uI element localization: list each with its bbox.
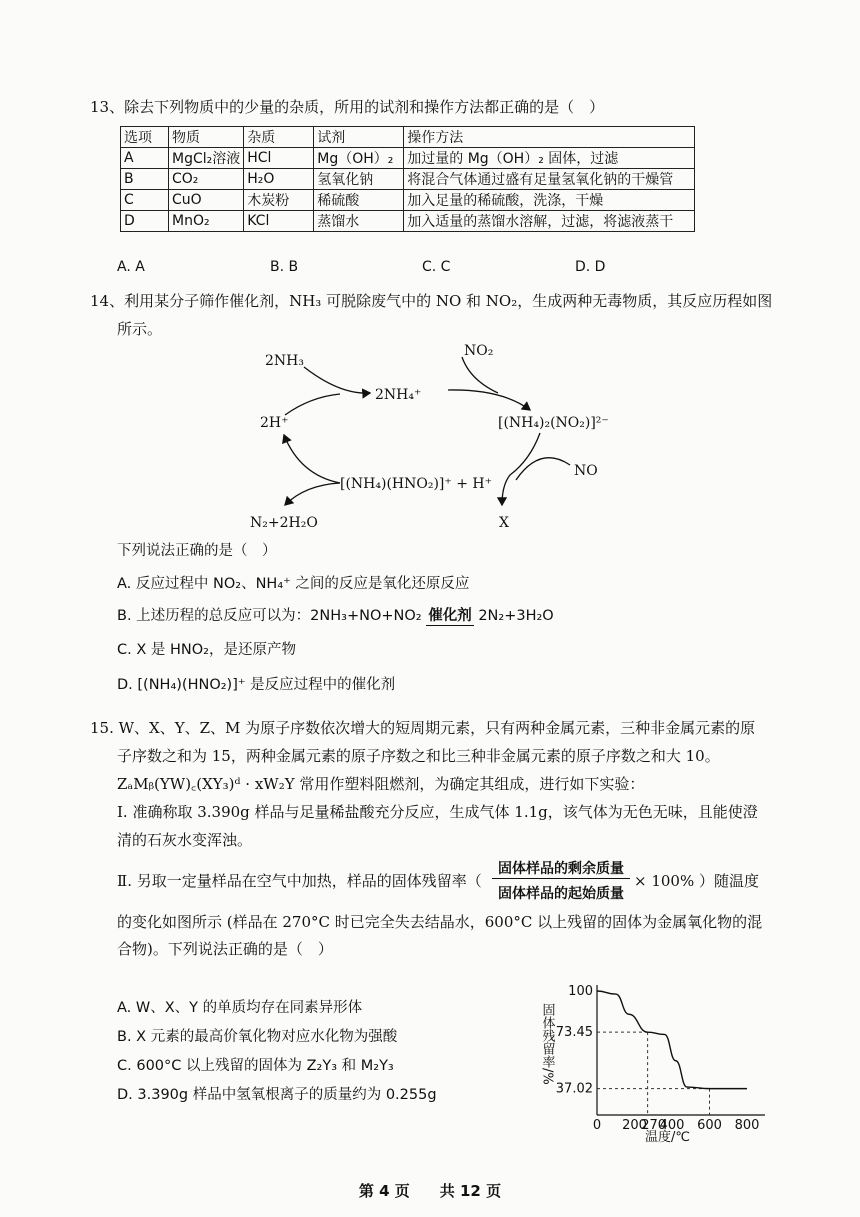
table-cell: KCl — [244, 211, 314, 232]
table-cell: HCl — [244, 148, 314, 169]
q14-option-a[interactable]: A. 反应过程中 NO₂、NH₄⁺ 之间的反应是氧化还原反应 — [117, 576, 470, 592]
arrow-to-complex1 — [448, 390, 530, 410]
table-cell: H₂O — [244, 169, 314, 190]
arrow-no2 — [462, 357, 498, 393]
table-cell: 加入足量的稀硫酸，洗涤，干燥 — [404, 190, 695, 211]
q14-stem-line1: 14、利用某分子筛作催化剂，NH₃ 可脱除废气中的 NO 和 NO₂，生成两种无毒物质，其反应历程如图 — [90, 292, 773, 310]
table-row — [121, 148, 695, 169]
table-cell: 木炭粉 — [244, 190, 314, 211]
y-tick-label: 100 — [568, 984, 593, 999]
q15-line7: 的变化如图所示 (样品在 270°C 时已完全失去结晶水，600°C 以上残留的固体为金属氧化物的混 — [117, 913, 763, 931]
x-tick-label: 600 — [697, 1118, 722, 1133]
table-cell: C — [121, 190, 169, 211]
table-cell: CO₂ — [169, 169, 244, 190]
label-complex2: [(NH₄)(HNO₂)]⁺ + H⁺ — [340, 476, 493, 492]
table-cell: B — [121, 169, 169, 190]
q15-option-d[interactable]: D. 3.390g 样品中氢氧根离子的质量约为 0.255g — [117, 1087, 437, 1103]
q15-option-b[interactable]: B. X 元素的最高价氧化物对应水化物为强酸 — [117, 1029, 398, 1045]
q15-line8: 合物)。下列说法正确的是（ ） — [117, 940, 333, 958]
table-cell: D — [121, 211, 169, 232]
arrow-to-products — [285, 483, 340, 505]
reaction-cycle-diagram — [240, 335, 640, 535]
table-cell: 将混合气体通过盛有足量氢氧化钠的干燥管 — [404, 169, 695, 190]
residue-rate-chart — [525, 975, 775, 1150]
arrow-nh3 — [304, 367, 370, 393]
table-row — [121, 211, 695, 232]
label-products: N₂+2H₂O — [250, 515, 318, 531]
q14-option-b[interactable] — [117, 604, 554, 626]
q13-stem: 13、除去下列物质中的少量的杂质，所用的试剂和操作方法都正确的是（ ） — [90, 98, 605, 116]
fraction-numerator: 固体样品的剩余质量 — [492, 858, 630, 879]
arrow-h-plus — [285, 394, 340, 415]
x-tick-label: 0 — [592, 1118, 602, 1133]
choice-d[interactable]: D. D — [575, 259, 606, 275]
table-cell: 蒸馏水 — [314, 211, 404, 232]
x-tick-label: 200 — [622, 1118, 647, 1133]
option-b-tail: 2N₂+3H₂O — [478, 608, 554, 624]
label-h-plus: 2H⁺ — [260, 415, 289, 431]
residue-curve — [597, 991, 747, 1089]
label-complex1: [(NH₄)₂(NO₂)]²⁻ — [498, 415, 609, 431]
table-cell: A — [121, 148, 169, 169]
arrow-to-h-plus — [284, 435, 340, 483]
choice-b[interactable]: B. B — [270, 259, 299, 275]
table-header-cell: 试剂 — [314, 127, 404, 148]
q14-prompt: 下列说法正确的是（ ） — [117, 543, 277, 559]
table-cell: MnO₂ — [169, 211, 244, 232]
label-no: NO — [574, 463, 598, 479]
arrow-to-x — [502, 433, 540, 505]
q15-line4: Ⅰ. 准确称取 3.390g 样品与足量稀盐酸充分反应，生成气体 1.1g，该气体为无色无味，且能使澄 — [117, 803, 758, 821]
q15-line1: 15. W、X、Y、Z、M 为原子序数依次增大的短周期元素，只有两种金属元素，三种非金属元素的原 — [90, 719, 756, 737]
label-no2: NO₂ — [464, 343, 494, 359]
table-header-cell: 选项 — [121, 127, 169, 148]
page-footer: 第 4 页 共 12 页 — [358, 1182, 502, 1200]
y-tick-label: 37.02 — [555, 1081, 593, 1097]
table-cell: 氢氧化钠 — [314, 169, 404, 190]
y-tick-label: 73.45 — [555, 1025, 593, 1041]
choice-c[interactable]: C. C — [422, 259, 451, 275]
label-nh3: 2NH₃ — [265, 353, 304, 369]
table-row — [121, 169, 695, 190]
table-cell: 稀硫酸 — [314, 190, 404, 211]
catalyst-label: 催化剂 — [426, 604, 474, 626]
table-header-row — [121, 127, 695, 148]
y-axis-label: 固体残留率/% — [539, 1003, 555, 1085]
fraction-denominator: 固体样品的起始质量 — [498, 886, 624, 902]
q15-line3: ZₐMᵦ(YW)꜀(XY₃)ᵈ · xW₂Y 常用作塑料阻燃剂，为确定其组成，进行如下实验： — [117, 775, 645, 793]
table-cell: CuO — [169, 190, 244, 211]
q15-line2: 子序数之和为 15，两种金属元素的原子序数之和比三种非金属元素的原子序数之和大 10。 — [117, 747, 720, 765]
q14-option-d[interactable]: D. [(NH₄)(HNO₂)]⁺ 是反应过程中的催化剂 — [117, 677, 396, 693]
table-row — [121, 190, 695, 211]
label-nh4: 2NH₄⁺ — [375, 387, 422, 403]
q15-option-a[interactable]: A. W、X、Y 的单质均存在同素异形体 — [117, 1000, 363, 1016]
option-b-text: B. 上述历程的总反应可以为：2NH₃+NO+NO₂ — [117, 608, 422, 624]
q15-line6-post: × 100% ）随温度 — [634, 872, 759, 890]
table-cell: 加入适量的蒸馏水溶解，过滤，将滤液蒸干 — [404, 211, 695, 232]
x-axis-label: 温度/℃ — [645, 1130, 690, 1145]
x-tick-label: 400 — [659, 1118, 685, 1133]
x-tick-label: 800 — [734, 1118, 760, 1133]
table-cell: MgCl₂溶液 — [169, 148, 244, 169]
label-x: X — [499, 515, 509, 531]
table-header-cell: 杂质 — [244, 127, 314, 148]
q14-option-c[interactable]: C. X 是 HNO₂，是还原产物 — [117, 642, 296, 658]
x-tick-label: 270 — [641, 1118, 667, 1133]
q15-line6-pre: Ⅱ. 另取一定量样品在空气中加热，样品的固体残留率（ — [117, 872, 482, 890]
q15-line5: 清的石灰水变浑浊。 — [117, 831, 253, 849]
table-cell: 加过量的 Mg（OH）₂ 固体，过滤 — [404, 148, 695, 169]
q14-stem-line2: 所示。 — [117, 320, 163, 338]
q13-table — [120, 126, 695, 232]
choice-a[interactable]: A. A — [117, 259, 145, 275]
q15-option-c[interactable]: C. 600°C 以上残留的固体为 Z₂Y₃ 和 M₂Y₃ — [117, 1058, 394, 1074]
table-header-cell: 物质 — [169, 127, 244, 148]
table-header-cell: 操作方法 — [404, 127, 695, 148]
table-cell: Mg（OH）₂ — [314, 148, 404, 169]
